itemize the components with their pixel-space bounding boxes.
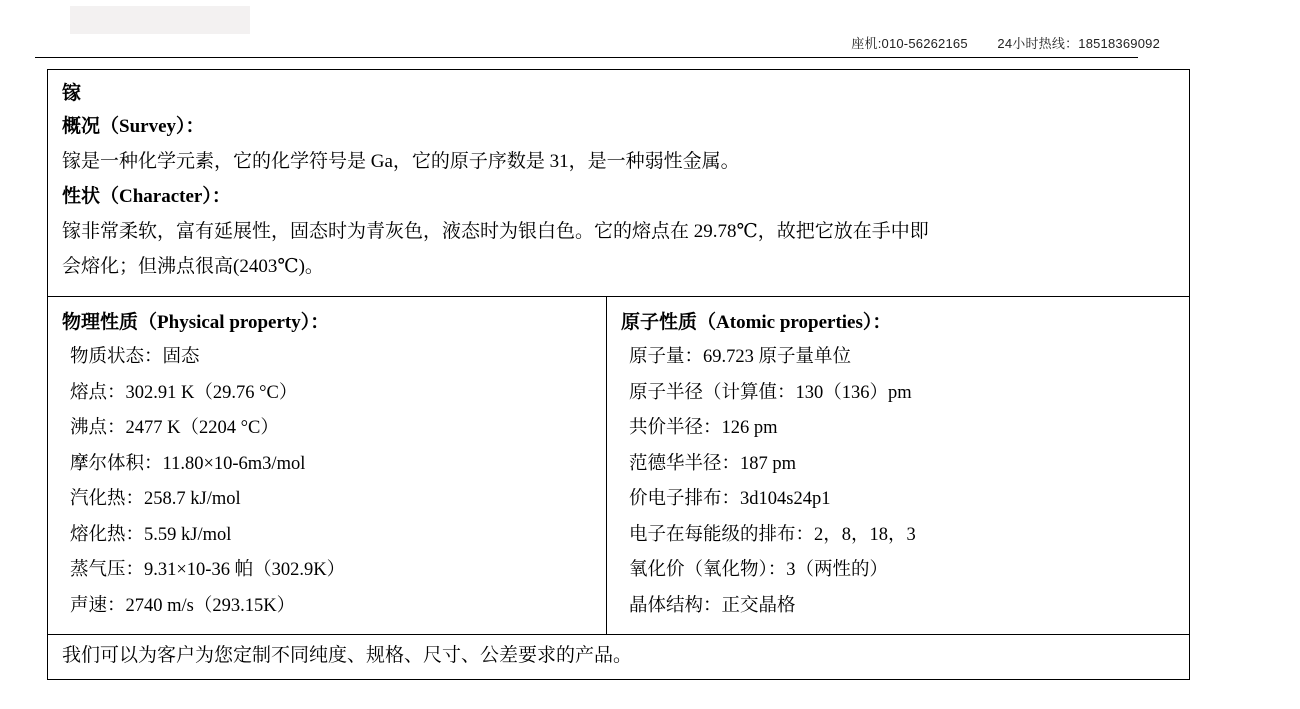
character-heading-cn: 性状 [62, 186, 101, 207]
list-item: 沸点：2477 K（2204 °C） [70, 418, 279, 438]
atomic-heading [621, 305, 1175, 340]
table-row [48, 635, 1190, 680]
footer-note-cell [48, 635, 1190, 680]
physical-heading [62, 305, 592, 340]
survey-heading-cn: 概况 [62, 116, 101, 137]
company-logo [70, 6, 250, 34]
survey-text: 镓是一种化学元素，它的化学符号是 Ga，它的原子序数是 31，是一种弱性金属。 [62, 151, 740, 172]
character-text-line-2: 会熔化；但沸点很高(2403℃)。 [62, 256, 324, 277]
list-item: 晶体结构：正交晶格 [629, 595, 796, 616]
overview-cell [48, 70, 1190, 297]
list-item: 共价半径：126 pm [629, 418, 778, 438]
list-item: 熔点：302.91 K（29.76 °C） [70, 382, 298, 403]
header-contact-info [851, 33, 1160, 52]
list-item: 蒸气压：9.31×10-36 帕（302.9K） [70, 560, 346, 580]
list-item: 范德华半径：187 pm [629, 453, 797, 474]
list-item: 物质状态：固态 [70, 347, 200, 367]
table-row [48, 297, 1190, 635]
list-item: 价电子排布：3d104s24p1 [629, 489, 831, 509]
list-item: 熔化热：5.59 kJ/mol [70, 524, 232, 545]
footer-note: 我们可以为客户为您定制不同纯度、规格、尺寸、公差要求的产品。 [62, 645, 633, 666]
table-row [48, 70, 1190, 297]
atomic-heading-cn: 原子性质 [621, 312, 698, 333]
phone-label: 座机:010-56262165 [851, 36, 968, 51]
list-item: 原子量：69.723 原子量单位 [629, 347, 852, 367]
atomic-heading-en: （Atomic properties）： [697, 312, 892, 333]
physical-heading-en: （Physical property）： [138, 312, 330, 333]
list-item: 电子在每能级的排布：2，8，18，3 [629, 524, 916, 545]
element-info-table [47, 69, 1190, 680]
element-title: 镓 [62, 83, 82, 104]
character-heading [62, 179, 1175, 214]
header-divider [35, 57, 1138, 58]
hotline-label: 24小时热线：18518369092 [997, 36, 1160, 51]
survey-heading [62, 109, 1175, 144]
atomic-property-cell [607, 297, 1190, 635]
list-item: 氧化价（氧化物）：3（两性的） [629, 560, 889, 580]
physical-heading-cn: 物理性质 [62, 312, 139, 333]
list-item: 摩尔体积：11.80×10-6m3/mol [70, 453, 306, 474]
character-heading-en: （Character）： [100, 186, 231, 207]
list-item: 声速：2740 m/s（293.15K） [70, 595, 296, 616]
list-item: 汽化热：258.7 kJ/mol [70, 489, 241, 509]
physical-property-cell [48, 297, 607, 635]
survey-heading-en: （Survey）： [100, 116, 205, 137]
character-text-line-1: 镓非常柔软，富有延展性，固态时为青灰色，液态时为银白色。它的熔点在 29.78℃，故把它放在手中即 [62, 221, 929, 242]
list-item: 原子半径（计算值：130（136）pm [629, 382, 912, 403]
